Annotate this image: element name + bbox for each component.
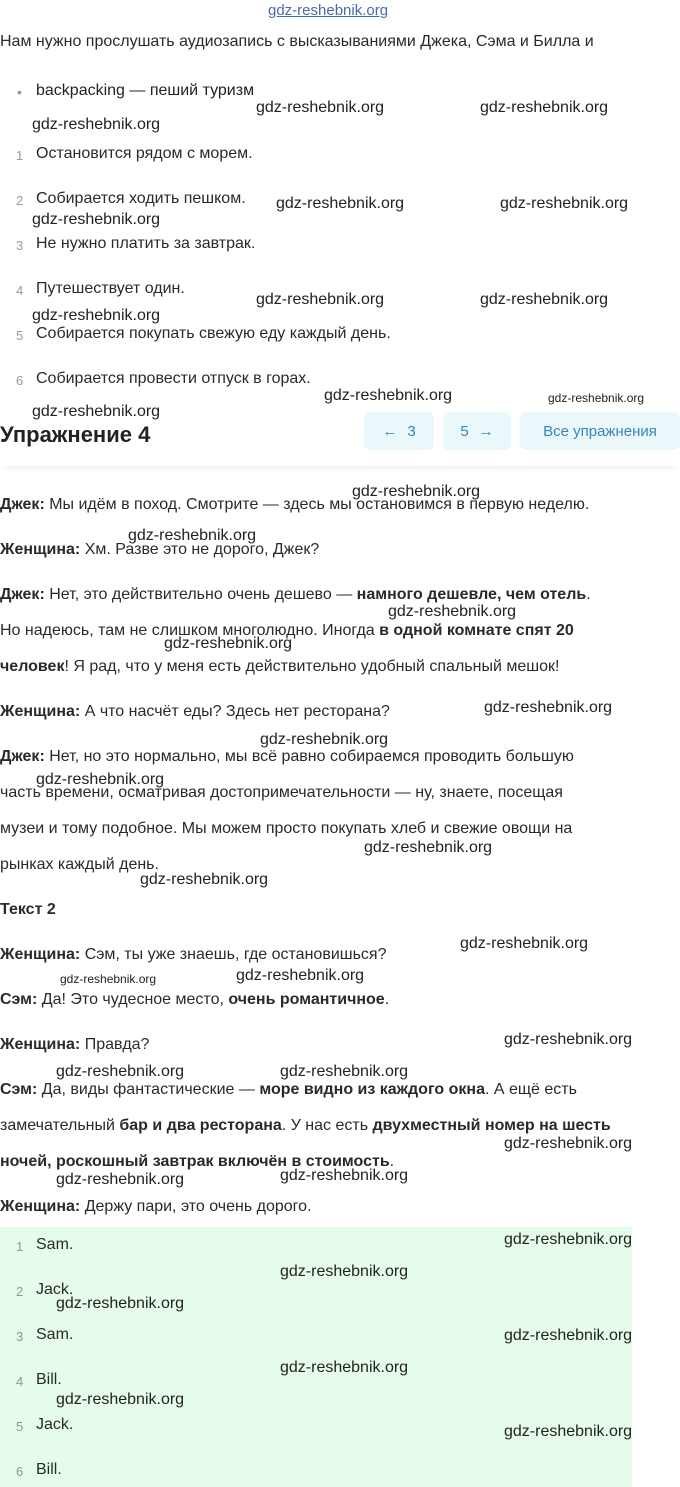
statement-text: Остановится рядом с морем. — [36, 145, 253, 162]
watermark: gdz-reshebnik.org — [276, 195, 405, 212]
statement-text: Не нужно платить за завтрак. — [36, 235, 256, 252]
answer-number: 4 — [16, 1374, 24, 1389]
watermark: gdz-reshebnik.org — [32, 211, 161, 228]
watermark: gdz-reshebnik.org — [36, 771, 165, 788]
watermark: gdz-reshebnik.org — [260, 731, 389, 748]
answer-number: 1 — [16, 1239, 24, 1254]
dialog-line: Джек: Нет, но это нормально, мы всё равно собираемся проводить большую — [0, 748, 574, 765]
bullet-icon: • — [17, 84, 22, 100]
arrow-left-icon: ← — [382, 422, 398, 440]
dialog-line: Но надеюсь, там не слишком многолюдно. Иногда в одной комнате спят 20 — [0, 622, 574, 639]
next-exercise-label: 5 — [460, 422, 469, 440]
site-banner-link[interactable]: gdz-reshebnik.org — [268, 2, 389, 19]
text-2-heading: Текст 2 — [0, 901, 56, 918]
dialog-line: рынках каждый день. — [0, 856, 159, 873]
prev-exercise-button[interactable] — [364, 412, 434, 450]
answer-text: Sam. — [36, 1326, 74, 1343]
statement-number: 6 — [16, 373, 24, 388]
all-exercises-button[interactable] — [520, 412, 680, 450]
statement-number: 2 — [16, 193, 24, 208]
answer-number: 6 — [16, 1464, 24, 1479]
watermark: gdz-reshebnik.org — [280, 1263, 409, 1280]
watermark: gdz-reshebnik.org — [256, 99, 385, 116]
answer-number: 5 — [16, 1419, 24, 1434]
watermark: gdz-reshebnik.org — [504, 1423, 633, 1440]
watermark: gdz-reshebnik.org — [548, 391, 645, 405]
dialog-line: Женщина: Правда? — [0, 1036, 150, 1053]
dialog-line: Сэм: Да, виды фантастические — море видно из каждого окна. А ещё есть — [0, 1081, 577, 1098]
dialog-line: Джек: Нет, это действительно очень дешево — намного дешевле, чем отель. — [0, 586, 591, 603]
dialog-line: Сэм: Да! Это чудесное место, очень романтичное. — [0, 991, 390, 1008]
watermark: gdz-reshebnik.org — [484, 699, 613, 716]
watermark: gdz-reshebnik.org — [504, 1135, 633, 1152]
watermark: gdz-reshebnik.org — [32, 116, 161, 133]
statement-number: 5 — [16, 328, 24, 343]
statement-text: Путешествует один. — [36, 280, 185, 297]
dialog-line: Джек: Мы идём в поход. Смотрите — здесь мы остановимся в первую неделю. — [0, 496, 590, 513]
watermark: gdz-reshebnik.org — [56, 1295, 185, 1312]
watermark: gdz-reshebnik.org — [56, 1391, 185, 1408]
watermark: gdz-reshebnik.org — [280, 1167, 409, 1184]
watermark: gdz-reshebnik.org — [504, 1231, 633, 1248]
statement-text: Собирается провести отпуск в горах. — [36, 370, 311, 387]
statement-number: 4 — [16, 283, 24, 298]
statement-number: 1 — [16, 148, 24, 163]
exercise-title: Упражнение 4 — [0, 422, 151, 447]
watermark: gdz-reshebnik.org — [480, 291, 609, 308]
watermark: gdz-reshebnik.org — [32, 403, 161, 420]
dialog-line: человек! Я рад, что у меня есть действительно удобный спальный мешок! — [0, 658, 560, 675]
watermark: gdz-reshebnik.org — [256, 291, 385, 308]
watermark: gdz-reshebnik.org — [60, 972, 157, 986]
dialog-line: ночей, роскошный завтрак включён в стоимость. — [0, 1153, 395, 1170]
watermark: gdz-reshebnik.org — [352, 483, 481, 500]
answer-number: 2 — [16, 1284, 24, 1299]
all-exercises-label: Все упражнения — [543, 422, 657, 440]
watermark: gdz-reshebnik.org — [504, 1031, 633, 1048]
statement-number: 3 — [16, 238, 24, 253]
answer-number: 3 — [16, 1329, 24, 1344]
watermark: gdz-reshebnik.org — [500, 195, 629, 212]
statement-text: Собирается покупать свежую еду каждый день. — [36, 325, 391, 342]
watermark: gdz-reshebnik.org — [460, 935, 589, 952]
answer-text: Sam. — [36, 1236, 74, 1253]
watermark: gdz-reshebnik.org — [128, 527, 257, 544]
watermark: gdz-reshebnik.org — [56, 1063, 185, 1080]
watermark: gdz-reshebnik.org — [480, 99, 609, 116]
answer-text: Bill. — [36, 1371, 62, 1388]
watermark: gdz-reshebnik.org — [388, 603, 517, 620]
answer-text: Jack. — [36, 1281, 74, 1298]
watermark: gdz-reshebnik.org — [324, 387, 453, 404]
watermark: gdz-reshebnik.org — [236, 967, 365, 984]
answer-text: Bill. — [36, 1461, 62, 1478]
next-exercise-button[interactable] — [443, 412, 511, 450]
watermark: gdz-reshebnik.org — [164, 635, 293, 652]
watermark: gdz-reshebnik.org — [504, 1327, 633, 1344]
watermark: gdz-reshebnik.org — [280, 1359, 409, 1376]
dialog-line: Женщина: Хм. Разве это не дорого, Джек? — [0, 541, 320, 558]
intro-text: Нам нужно прослушать аудиозапись с высказываниями Джека, Сэма и Билла и — [0, 33, 594, 50]
statement-text: Собирается ходить пешком. — [36, 190, 246, 207]
dialog-line: Женщина: А что насчёт еды? Здесь нет ресторана? — [0, 703, 390, 720]
dialog-line: замечательный бар и два ресторана. У нас есть двухместный номер на шесть — [0, 1117, 611, 1134]
watermark: gdz-reshebnik.org — [56, 1171, 185, 1188]
answer-text: Jack. — [36, 1416, 74, 1433]
dialog-line: музеи и тому подобное. Мы можем просто покупать хлеб и свежие овощи на — [0, 820, 573, 837]
dialog-line: Женщина: Сэм, ты уже знаешь, где остановишься? — [0, 946, 387, 963]
dialog-line: Женщина: Держу пари, это очень дорого. — [0, 1198, 312, 1215]
prev-exercise-label: 3 — [407, 422, 416, 440]
watermark: gdz-reshebnik.org — [364, 839, 493, 856]
watermark: gdz-reshebnik.org — [280, 1063, 409, 1080]
watermark: gdz-reshebnik.org — [32, 307, 161, 324]
vocab-item: backpacking — пеший туризм — [36, 82, 255, 99]
dialog-line: часть времени, осматривая достопримечательности — ну, знаете, посещая — [0, 784, 563, 801]
arrow-right-icon: → — [478, 422, 494, 440]
watermark: gdz-reshebnik.org — [140, 871, 269, 888]
